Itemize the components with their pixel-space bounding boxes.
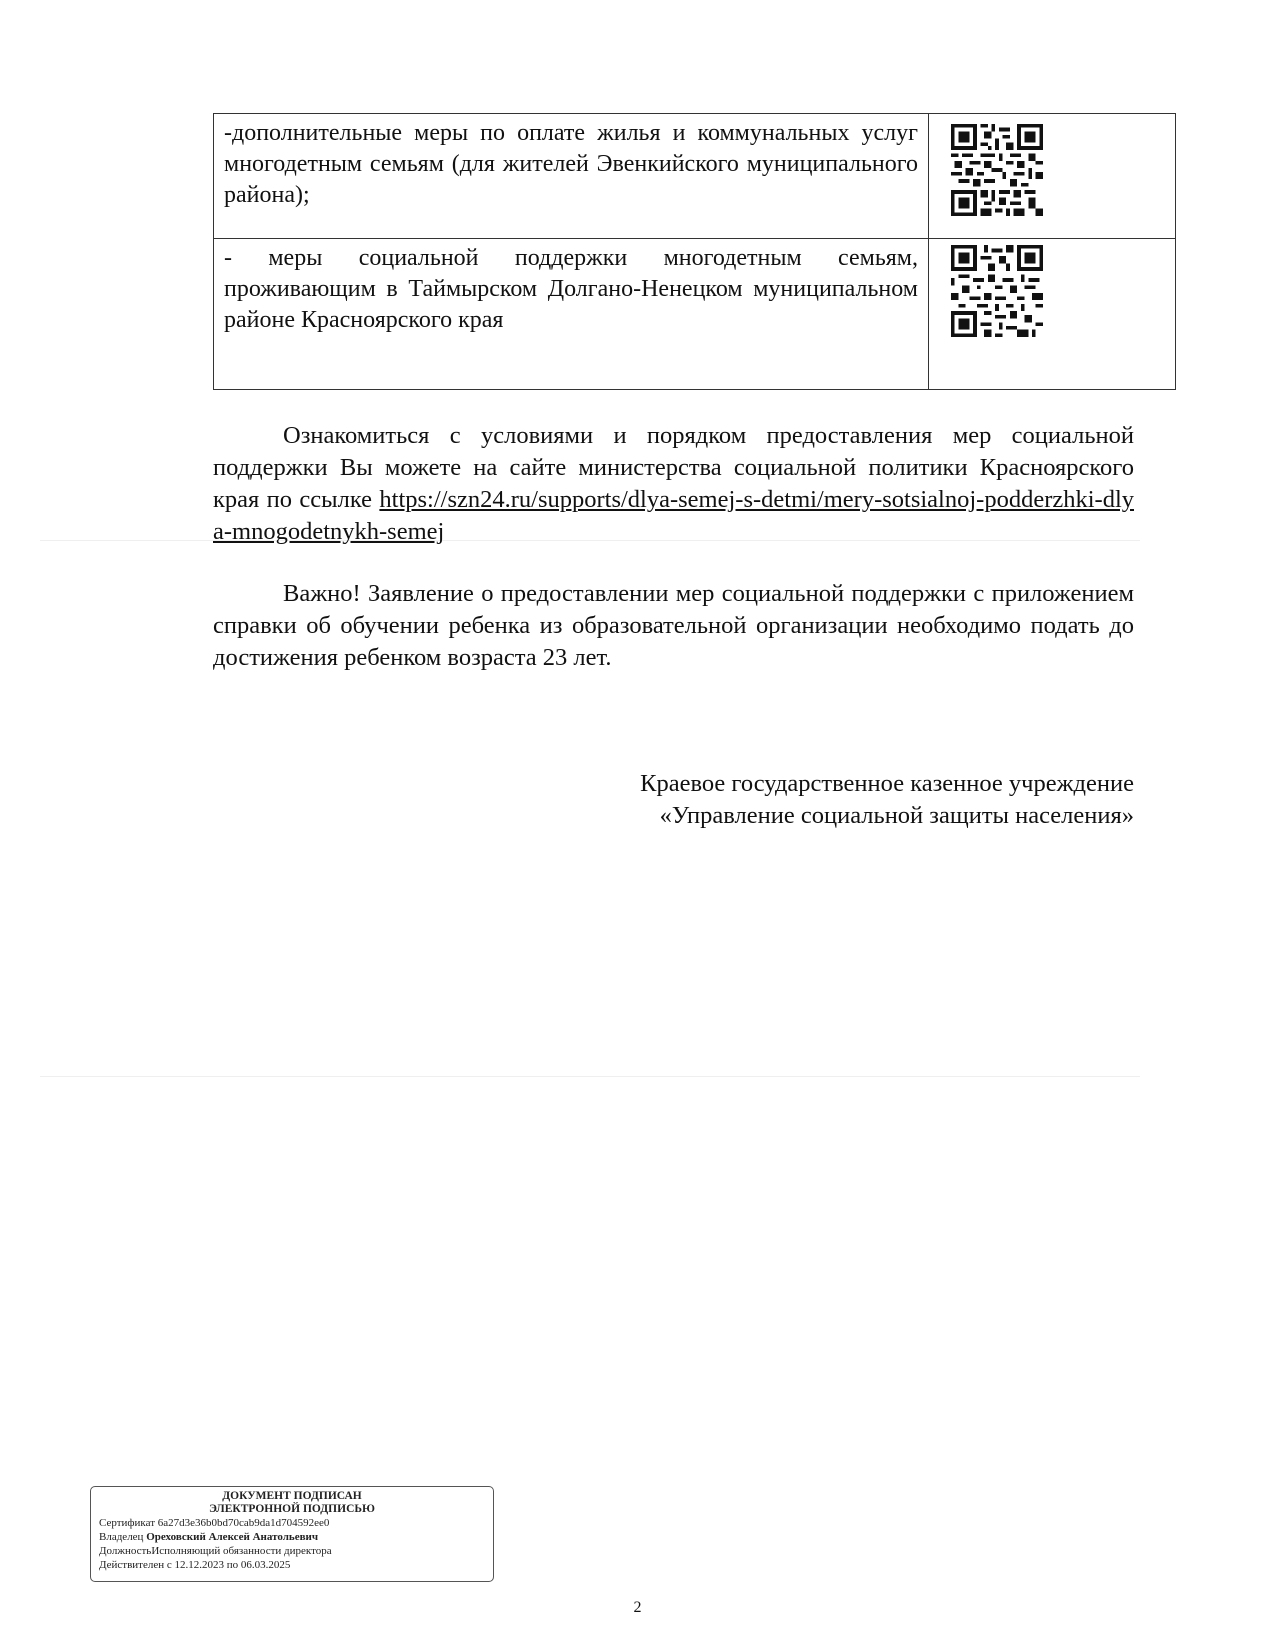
stamp-heading-2: ЭЛЕКТРОННОЙ ПОДПИСЬЮ bbox=[209, 1503, 375, 1515]
validity-line: Действителен с 12.12.2023 по 06.03.2025 bbox=[99, 1559, 291, 1571]
qr-cell bbox=[929, 114, 1176, 239]
certificate-line bbox=[99, 1516, 485, 1530]
page-number: 2 bbox=[633, 1599, 642, 1616]
qr-code-icon bbox=[951, 124, 1043, 216]
electronic-signature-stamp bbox=[90, 1486, 494, 1582]
organization-line-2: «Управление социальной защиты населения» bbox=[659, 802, 1134, 829]
table-row bbox=[214, 239, 1176, 390]
scan-artifact bbox=[40, 1076, 1140, 1077]
support-link[interactable]: https://szn24.ru/supports/dlya-semej-s-detmi/mery-sotsialnoj-podderzhki-dlya-mnogodetnykh-semej bbox=[213, 486, 1134, 545]
measures-table bbox=[213, 113, 1176, 390]
position-label: Должность bbox=[99, 1545, 152, 1557]
stamp-heading-1: ДОКУМЕНТ ПОДПИСАН bbox=[222, 1490, 362, 1502]
certificate-label: Сертификат bbox=[99, 1517, 155, 1529]
qr-code-icon bbox=[951, 245, 1043, 337]
owner-line bbox=[99, 1530, 485, 1544]
position-value: Исполняющий обязанности директора bbox=[151, 1545, 332, 1557]
owner-label: Владелец bbox=[99, 1531, 144, 1543]
table-row bbox=[214, 114, 1176, 239]
info-text: Ознакомиться с условиями и порядком предоставления мер социальной поддержки Вы можете на сайте министерства социальной политики Красноярского края по ссылке bbox=[213, 422, 1134, 513]
signature-block bbox=[640, 768, 1134, 832]
position-line bbox=[99, 1544, 485, 1558]
info-paragraph bbox=[213, 420, 1134, 548]
owner-value: Ореховский Алексей Анатольевич bbox=[146, 1531, 319, 1543]
measure-text: - меры социальной поддержки многодетным семьям, проживающим в Таймырском Долгано-Ненецком муниципальном районе Красноярского края bbox=[214, 239, 929, 390]
certificate-value: 6a27d3e36b0bd70cab9da1d704592ee0 bbox=[157, 1517, 330, 1529]
measure-text: -дополнительные меры по оплате жилья и коммунальных услуг многодетным семьям (для жителей Эвенкийского муниципального района); bbox=[214, 114, 929, 239]
important-paragraph: Важно! Заявление о предоставлении мер социальной поддержки с приложением справки об обучении ребенка из образовательной организации необходимо подать до достижения ребенком возраста 23 лет. bbox=[213, 580, 1134, 671]
qr-cell bbox=[929, 239, 1176, 390]
organization-line-1: Краевое государственное казенное учреждение bbox=[640, 770, 1134, 797]
